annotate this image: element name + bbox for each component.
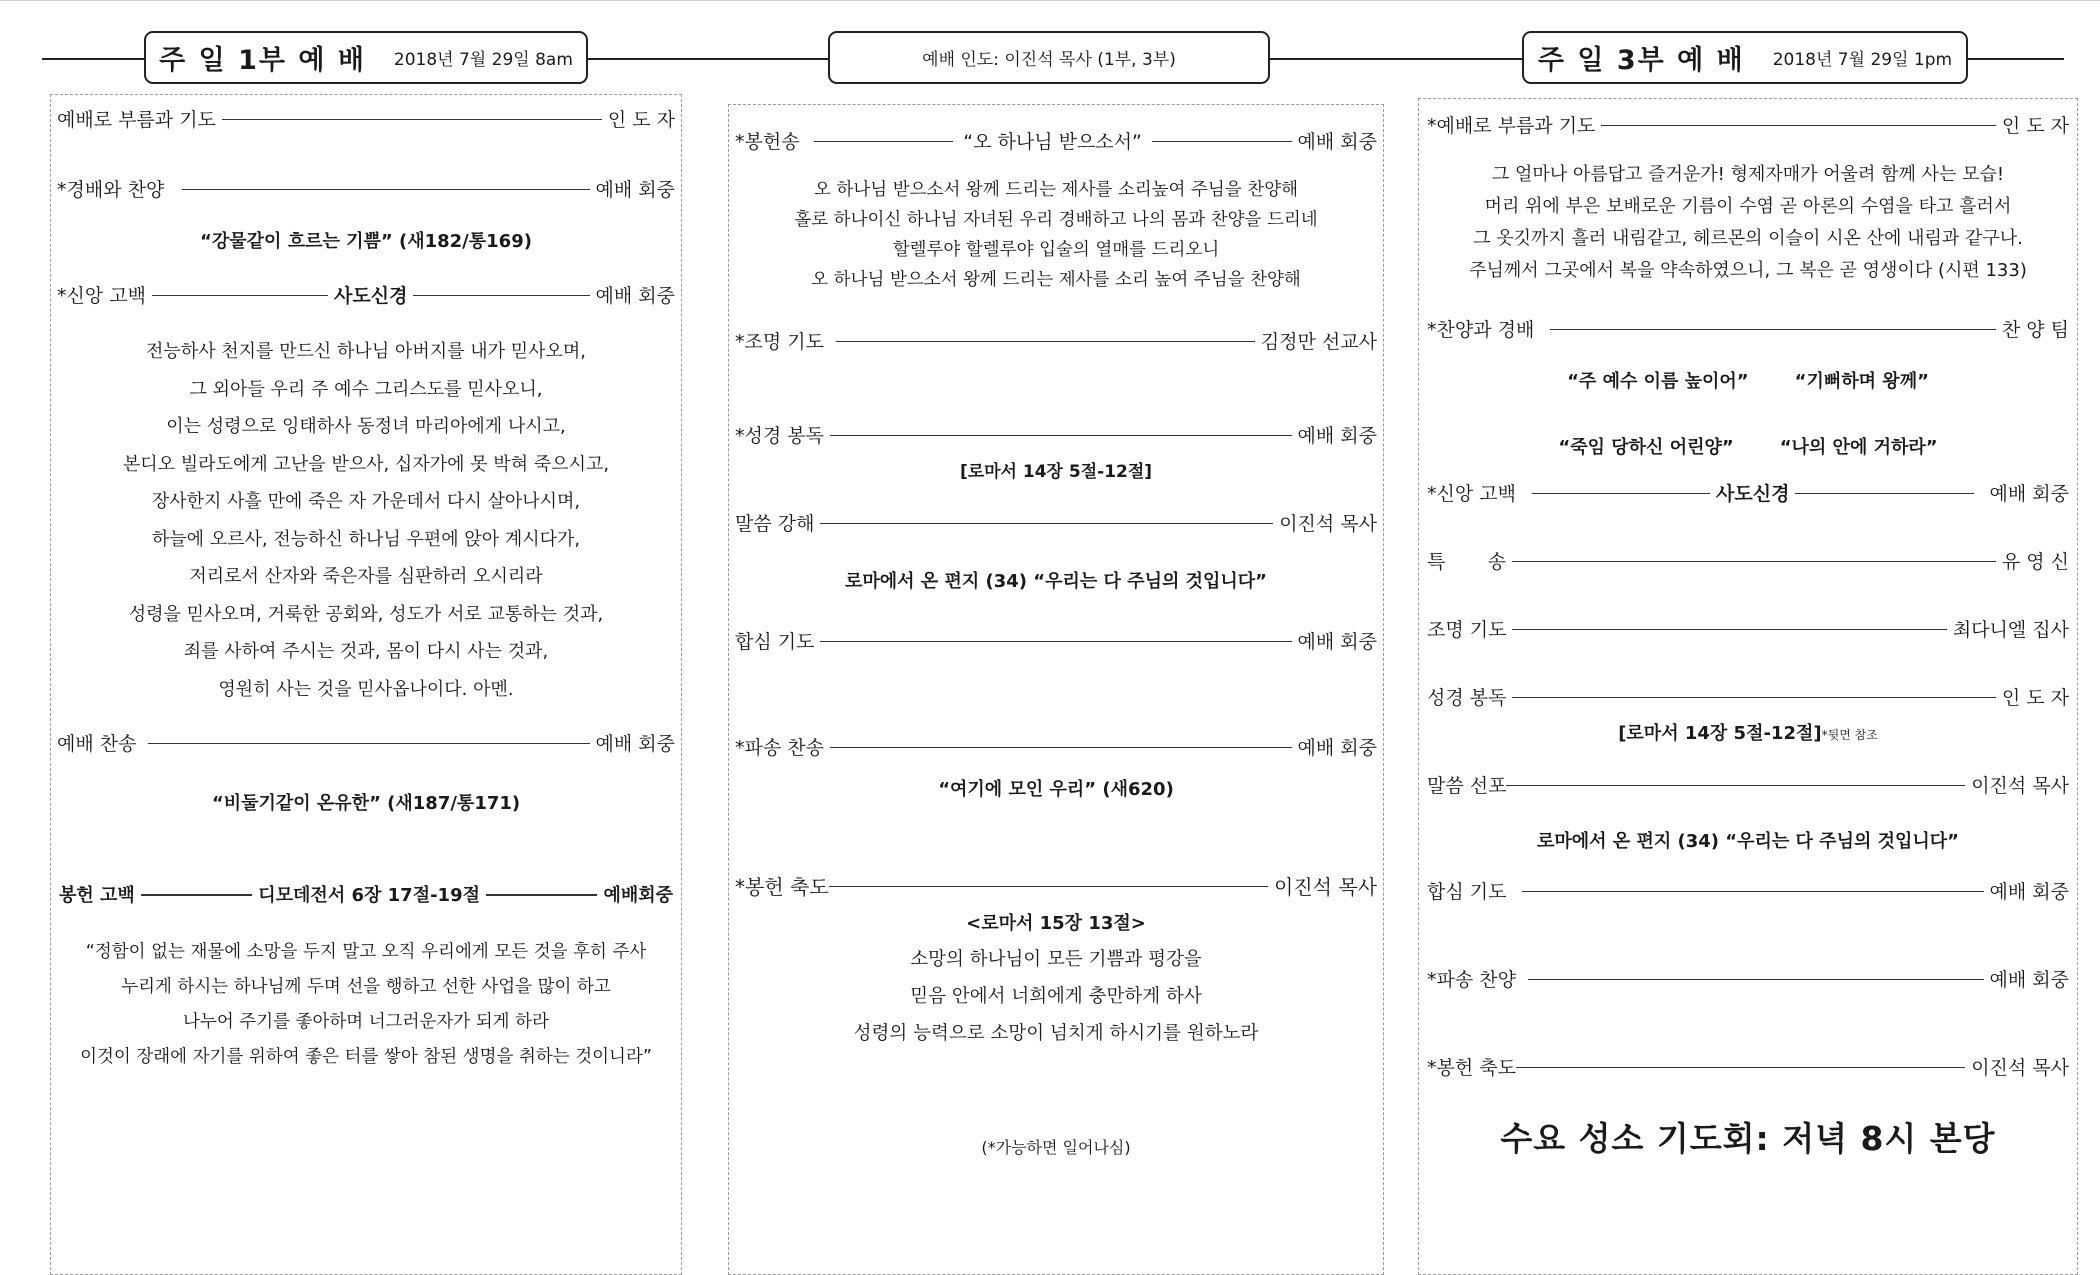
order-item-offering-song: *봉헌송 “오 하나님 받으소서” 예배 회중 — [735, 131, 1378, 153]
header-rule-right-middle — [1270, 58, 1522, 60]
order-item-unison-prayer: 합심 기도 예배 회중 — [1427, 881, 2069, 903]
order-item-benediction: *봉헌 축도 이진석 목사 — [1427, 1057, 2069, 1079]
order-item-praise-worship: *찬양과 경배 찬 양 팀 — [1427, 319, 2069, 341]
order-item-illumination-prayer: 조명 기도 최다니엘 집사 — [1427, 619, 2069, 641]
order-item-hymn: 예배 찬송 예배 회중 — [57, 733, 675, 755]
offering-scripture-text: “정함이 없는 재물에 소망을 두지 말고 오직 우리에게 모든 것을 후히 주사 누리게 하시는 하나님께 두며 선을 행하고 선한 사업을 많이 하고 나누어 주기를 좋아하며 너그러운자가 되게 하라 이것이 장래에 자기를 위하여 좋은 터를 쌓아 참된 생명을 취하는 것이니라” — [80, 942, 652, 1067]
order-item-offering: 봉헌 고백 디모데전서 6장 17절-19절 예배회중 — [59, 885, 673, 906]
service3-order-column — [1418, 98, 2078, 1275]
wednesday-prayer-notice: 수요 성소 기도회: 저녁 8시 본당 — [1500, 1119, 1996, 1158]
order-item-sermon: 말씀 강해 이진석 목사 — [735, 513, 1377, 535]
standing-note: (*가능하면 일어나심) — [981, 1138, 1131, 1157]
scripture-reference: [로마서 14장 5절-12절]*뒷면 참조 — [1618, 723, 1878, 744]
worship-leader: 예배 인도: 이진석 목사 (1부, 3부) — [922, 50, 1176, 70]
benediction-text: 소망의 하나님이 모든 기쁨과 평강을 믿음 안에서 너희에게 충만하게 하사 성령의 능력으로 소망이 넘치게 하시기를 원하노라 — [853, 949, 1259, 1044]
service3-title: 주 일 3부 예 배 — [1537, 45, 1745, 76]
praise-songs-row-2: “죽임 당하신 어린양” “나의 안에 거하라” — [1558, 437, 1938, 458]
offering-song-lyrics: 오 하나님 받으소서 왕께 드리는 제사를 소리높여 주님을 찬양해 홀로 하나이신 하나님 자녀된 우리 경배하고 나의 몸과 찬양을 드리네 할렐루야 할렐루야 입술의 열매를 드리오니 오 하나님 받으소서 왕께 드리는 제사를 소리 높여 주님을 찬양해 — [794, 180, 1318, 290]
service-center-column — [728, 104, 1384, 1275]
header-rule-right — [1968, 58, 2064, 60]
service3-date: 2018년 7월 29일 1pm — [1772, 50, 1953, 70]
order-item-benediction: *봉헌 축도 이진석 목사 — [735, 875, 1377, 899]
service1-header — [144, 31, 588, 84]
service3-header — [1522, 31, 1968, 84]
hymn-title: “여기에 모인 우리” (새620) — [938, 779, 1174, 800]
header-rule-left-middle — [588, 58, 828, 60]
service1-order-column — [50, 94, 682, 1275]
psalm-133-text: 그 얼마나 아름답고 즐거운가! 형제자매가 어울려 함께 사는 모습! 머리 위에 부은 보배로운 기름이 수염 곧 아론의 수염을 타고 흘러서 그 옷깃까지 흘러 내림같고, 헤르몬의 이슬이 시온 산에 내림과 같구나. 주님께서 그곳에서 복을 약속하였으니, 그 복은 곧 영생이다 (시편 133) — [1469, 164, 2027, 281]
order-item-unison-prayer: 합심 기도 예배 회중 — [735, 631, 1377, 653]
order-item-creed: *신앙 고백 사도신경 예배 회중 — [1427, 483, 2070, 505]
top-border — [0, 0, 2100, 1]
worship-leader-header — [828, 31, 1270, 84]
service1-date: 2018년 7월 29일 8am — [393, 50, 573, 70]
benediction-reference: <로마서 15장 13절> — [966, 913, 1146, 934]
praise-songs-row-1: “주 예수 이름 높이어” “기뻐하며 왕께” — [1567, 371, 1929, 392]
order-item-sermon: 말씀 선포 이진석 목사 — [1427, 775, 2069, 797]
scripture-reference: [로마서 14장 5절-12절] — [959, 462, 1153, 482]
apostles-creed-text: 전능하사 천지를 만드신 하나님 아버지를 내가 믿사오며, 그 외아들 우리 주 예수 그리스도를 믿사오니, 이는 성령으로 잉태하사 동정녀 마리아에게 나시고, 본디오 빌라도에게 고난을 받으사, 십자가에 못 박혀 죽으시고, 장사한지 사흘 만에 죽은 자 가운데서 다시 살아나시며, 하늘에 오르사, 전능하신 하나님 우편에 앉아 계시다가, 저리로서 산자와 죽은자를 심판하러 오시리라 성령을 믿사오며, 거룩한 공회와, 성도가 서로 교통하는 것과, 죄를 사하여 주시는 것과, 몸이 다시 사는 것과, 영원히 사는 것을 믿사옵나이다. 아멘. — [122, 341, 610, 700]
order-item-scripture-reading: *성경 봉독 예배 회중 — [735, 425, 1377, 447]
hymn-title: “비둘기같이 온유한” (새187/통171) — [211, 793, 521, 814]
order-item-sending-song: *파송 찬양 예배 회중 — [1427, 969, 2069, 991]
service1-title: 주 일 1부 예 배 — [159, 45, 366, 76]
order-item-call-to-worship: 예배로 부름과 기도 인 도 자 — [57, 109, 675, 131]
header-rule-left — [42, 58, 144, 60]
order-item-scripture-reading: 성경 봉독 인 도 자 — [1427, 687, 2069, 709]
order-item-praise: *경배와 찬양 예배 회중 — [57, 179, 675, 201]
order-item-creed: *신앙 고백 사도신경 예배 회중 — [57, 285, 676, 307]
order-item-sending-hymn: *파송 찬송 예배 회중 — [735, 737, 1377, 759]
hymn-title: “강물같이 흐르는 기쁨” (새182/통169) — [200, 231, 532, 252]
order-item-call-to-worship: *예배로 부름과 기도 인 도 자 — [1427, 115, 2069, 137]
sermon-title: 로마에서 온 편지 (34) “우리는 다 주님의 것입니다” — [1536, 831, 1959, 852]
sermon-title: 로마에서 온 편지 (34) “우리는 다 주님의 것입니다” — [844, 571, 1267, 592]
order-item-illumination-prayer: *조명 기도 김정만 선교사 — [735, 331, 1377, 353]
order-item-special-song: 특 송 유 영 신 — [1427, 551, 2069, 573]
